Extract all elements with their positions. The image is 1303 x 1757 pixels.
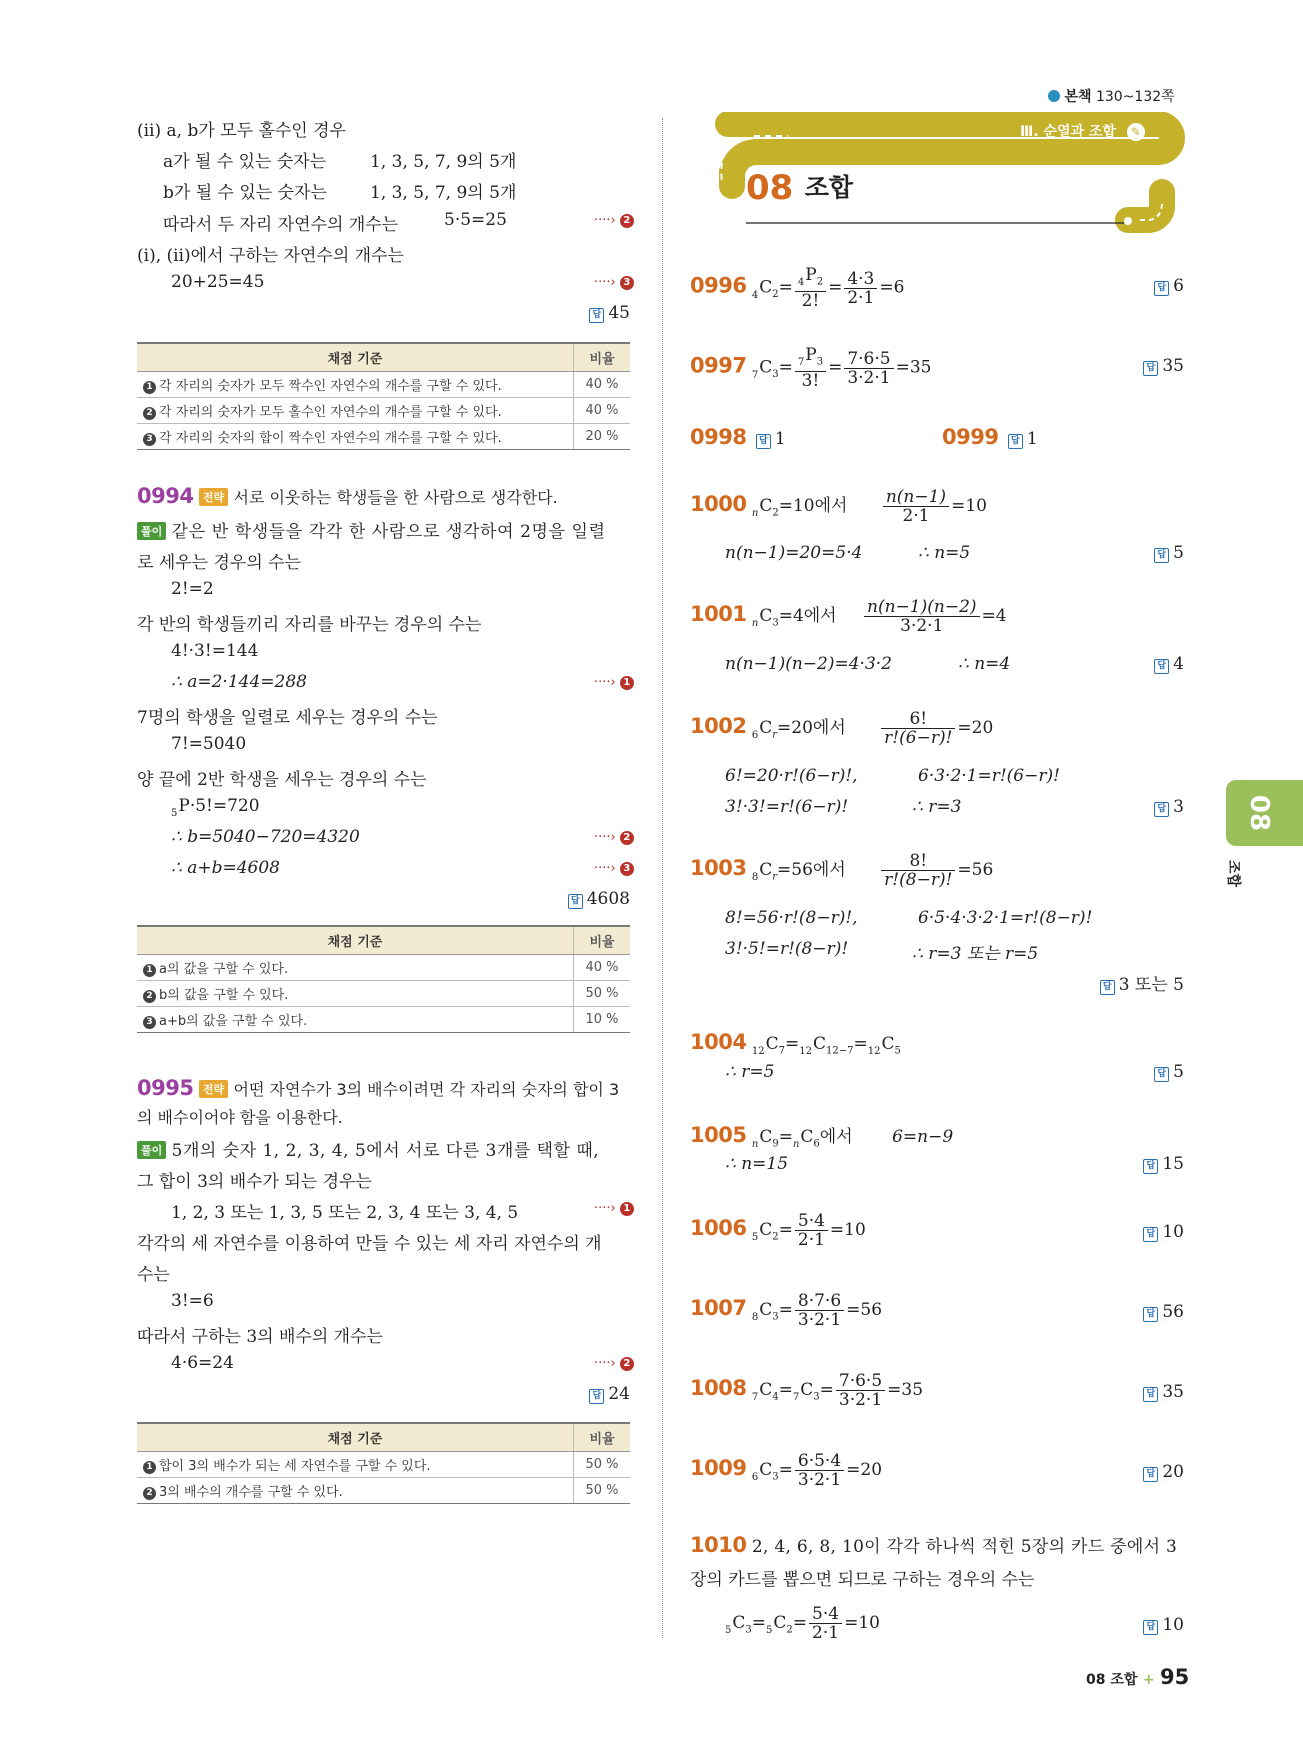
problem-number: 1006 — [690, 1216, 747, 1240]
strategy-text: 어떤 자연수가 3의 배수이려면 각 자리의 숫자의 합이 3 — [233, 1080, 620, 1099]
problem-1006: 1006 $_5C_2=$ $\frac{5\cdot 4}{2\cdot 1}$ =10 — [690, 1211, 866, 1250]
problem-1003: 1003 $_8C_r=56$에서 $\frac{8!}{r!(8-r)!}$ =56 — [690, 851, 994, 890]
grading-table-1 — [137, 342, 630, 450]
case2-title: (ⅱ) a, b가 모두 홀수인 경우 — [137, 121, 346, 141]
problem-1002-line3b: ∴ r=3 — [912, 797, 962, 817]
problem-1000: 1000 $_nC_2=10$에서 $\frac{n(n-1)}{2\cdot 1}$ =10 — [690, 487, 987, 526]
check-2: ····› 2 — [594, 1356, 634, 1371]
case2-b: b가 될 수 있는 숫자는 — [163, 183, 327, 203]
problem-1002-line2: 6!=20·r!(6−r)!, — [725, 766, 858, 786]
solution-line: 4·6=24 — [171, 1353, 234, 1373]
problem-1002-line2b: 6·3·2·1=r!(6−r)! — [918, 766, 1060, 786]
case2-total-value: 5·5=25 — [444, 210, 507, 230]
problem-1002-line3: 3!·3!=r!(6−r)! — [725, 797, 849, 817]
solution-line: 양 끝에 2반 학생을 세우는 경우의 수는 — [137, 770, 427, 790]
answer-icon: 답 — [1154, 281, 1169, 296]
answer-icon: 답 — [1154, 1067, 1169, 1082]
answer-icon: 답 — [1143, 1159, 1158, 1174]
problem-1000-line2: n(n−1)=20=5·4 — [725, 543, 863, 563]
answer-0993: 답 45 — [560, 303, 630, 323]
table-row: 1 a의 값을 구할 수 있다. 40 % — [137, 955, 630, 981]
problem-1004: 1004 $_{12}C_7=_{12}C_{12-7}=_{12}C_5$ — [690, 1030, 901, 1057]
solution-line: 7명의 학생을 일렬로 세우는 경우의 수는 — [137, 708, 438, 728]
solution-line: ∴ a+b=4608 — [171, 858, 280, 878]
problem-number: 1010 — [690, 1533, 747, 1557]
column-divider — [662, 118, 663, 1638]
footer-label: 08 조합 — [1086, 1672, 1138, 1688]
page-number: 95 — [1159, 1665, 1190, 1689]
problem-1001: 1001 $_nC_3=4$에서 $\frac{n(n-1)(n-2)}{3\cdot 2\cdot 1}$ =4 — [690, 597, 1007, 636]
problem-1001-line2: n(n−1)(n−2)=4·3·2 — [725, 654, 892, 674]
solution-line: 7!=5040 — [171, 734, 247, 754]
table-row: 2 3의 배수의 개수를 구할 수 있다. 50 % — [137, 1478, 630, 1504]
solution-tag: 풀이 — [137, 522, 166, 540]
problem-number: 0995 — [137, 1076, 194, 1100]
answer-icon: 답 — [1154, 548, 1169, 563]
answer-icon: 답 — [589, 308, 604, 323]
answer-0997: 답 35 — [1100, 356, 1184, 376]
solution-line: 각 반의 학생들끼리 자리를 바꾸는 경우의 수는 — [137, 615, 482, 635]
solution-line: 로 세우는 경우의 수는 — [137, 553, 302, 573]
ref-pages: 130~132쪽 — [1095, 89, 1175, 105]
answer-icon: 답 — [1008, 434, 1023, 449]
table-row: 2 각 자리의 숫자가 모두 홀수인 자연수의 개수를 구할 수 있다. 40 % — [137, 398, 630, 424]
answer-1004: 답 5 — [1100, 1062, 1184, 1082]
problem-0994-strategy — [137, 484, 558, 508]
answer-icon: 답 — [1143, 1467, 1158, 1482]
answer-1006: 답 10 — [1100, 1222, 1184, 1242]
problem-number: 1009 — [690, 1456, 747, 1480]
problem-0998 — [690, 425, 786, 449]
problem-number: 0999 — [942, 425, 999, 449]
problem-number: 1000 — [690, 492, 747, 516]
problem-number: 0997 — [690, 353, 747, 378]
problem-1007: 1007 $_8C_3=$ $\frac{8\cdot 7\cdot 6}{3\cdot 2\cdot 1}$ =56 — [690, 1291, 883, 1330]
problem-1005: 1005 $_nC_9=_nC_6$에서 6=n−9 — [690, 1123, 954, 1150]
answer-0999: 1 — [1026, 429, 1038, 449]
problem-0997: 0997 $_7C_3=$ $\frac{_7P_3}{3!}$ = $\frac{7\cdot 6\cdot 5}{3\cdot 2\cdot 1}$ =35 — [690, 345, 932, 392]
table-header-ratio: 비율 — [574, 1423, 631, 1452]
problem-1004-line2: ∴ r=5 — [725, 1062, 775, 1082]
problem-number: 1004 — [690, 1030, 747, 1054]
problem-1002: 1002 $_6C_r=20$에서 $\frac{6!}{r!(6-r)!}$ =20 — [690, 709, 994, 748]
table-header-criteria: 채점 기준 — [137, 926, 574, 955]
answer-0995: 답 24 — [560, 1384, 630, 1404]
table-header-criteria: 채점 기준 — [137, 1423, 574, 1452]
check-1: ····› 1 — [594, 1201, 634, 1216]
table-row: 1 각 자리의 숫자가 모두 짝수인 자연수의 개수를 구할 수 있다. 40 % — [137, 372, 630, 398]
problem-number: 1008 — [690, 1376, 747, 1400]
solution-line: ∴ a=2·144=288 — [171, 672, 307, 692]
strategy-tag: 전략 — [199, 488, 228, 506]
table-header-criteria: 채점 기준 — [137, 343, 574, 372]
chapter-banner-text: Ⅲ. 순열과 조합 — [1020, 124, 1116, 140]
answer-1002: 답 3 — [1100, 797, 1184, 817]
problem-1003-line3b: ∴ r=3 또는 r=5 — [912, 944, 1039, 964]
problem-1008: 1008 $_7C_4=_7C_3=$ $\frac{7\cdot 6\cdot 5}{3\cdot 2\cdot 1}$ =35 — [690, 1371, 924, 1410]
case2-total: 따라서 두 자리 자연수의 개수는 — [163, 215, 399, 235]
check-2: ····› 2 — [594, 213, 634, 228]
problem-number: 0994 — [137, 484, 194, 508]
table-header-ratio: 비율 — [574, 343, 631, 372]
problem-1003-line3: 3!·5!=r!(8−r)! — [725, 939, 849, 959]
problem-1005-line2: ∴ n=15 — [725, 1154, 789, 1174]
side-tab-label-text: 조합 — [1225, 860, 1241, 888]
problem-0995-strategy — [137, 1076, 619, 1100]
table-row: 3 각 자리의 숫자의 합이 짝수인 자연수의 개수를 구할 수 있다. 20 % — [137, 424, 630, 450]
answer-1007: 답 56 — [1100, 1302, 1184, 1322]
side-tab — [1226, 780, 1303, 846]
solution-line: 풀이 같은 반 학생들을 각각 한 사람으로 생각하여 2명을 일렬 — [137, 517, 606, 542]
answer-icon: 답 — [1143, 1620, 1158, 1635]
section-heading — [746, 168, 853, 208]
answer-icon: 답 — [589, 1389, 604, 1404]
problem-1000-line2b: ∴ n=5 — [918, 543, 971, 563]
page-reference — [1048, 86, 1175, 106]
answer-icon: 답 — [756, 434, 771, 449]
case2-b-value: 1, 3, 5, 7, 9의 5개 — [370, 183, 517, 203]
problem-1010-line3: $_5C_3=_5C_2=$ $\frac{5\cdot 4}{2\cdot 1}$ =10 — [725, 1604, 880, 1643]
grading-table-2 — [137, 925, 630, 1033]
chapter-banner-label — [1020, 121, 1145, 141]
pencil-icon: ✎ — [1127, 123, 1145, 141]
answer-icon: 답 — [1143, 1227, 1158, 1242]
answer-icon: 답 — [1143, 361, 1158, 376]
answer-icon: 답 — [1154, 659, 1169, 674]
solution-line: 각각의 세 자연수를 이용하여 만들 수 있는 세 자리 자연수의 개 — [137, 1234, 602, 1254]
sum-title: (ⅰ), (ⅱ)에서 구하는 자연수의 개수는 — [137, 246, 404, 266]
answer-0994: 답 4608 — [540, 889, 630, 909]
solution-line: $_5$P·5!=720 — [171, 796, 260, 819]
check-1: ····› 1 — [594, 675, 634, 690]
problem-number: 1002 — [690, 714, 747, 738]
case2-a: a가 될 수 있는 숫자는 — [163, 152, 327, 172]
solution-line: 그 합이 3의 배수가 되는 경우는 — [137, 1172, 372, 1192]
section-number: 08 — [746, 168, 794, 208]
solution-line: 수는 — [137, 1265, 170, 1285]
page-footer — [1086, 1665, 1189, 1689]
grading-table-3 — [137, 1422, 630, 1504]
answer-icon: 답 — [1143, 1307, 1158, 1322]
problem-1010-line2: 장의 카드를 뽑으면 되므로 구하는 경우의 수는 — [690, 1570, 1035, 1590]
problem-1003-line2b: 6·5·4·3·2·1=r!(8−r)! — [918, 908, 1093, 928]
table-row: 1 합이 3의 배수가 되는 세 자연수를 구할 수 있다. 50 % — [137, 1452, 630, 1478]
solution-line: 2!=2 — [171, 579, 214, 599]
solution-line: 4!·3!=144 — [171, 641, 259, 661]
answer-0998: 1 — [774, 429, 786, 449]
problem-1003-line2: 8!=56·r!(8−r)!, — [725, 908, 858, 928]
problem-number: 1003 — [690, 856, 747, 880]
problem-number: 0996 — [690, 273, 747, 298]
answer-1010: 답 10 — [1100, 1615, 1184, 1635]
answer-1005: 답 15 — [1100, 1154, 1184, 1174]
problem-0999 — [942, 425, 1038, 449]
problem-number: 0998 — [690, 425, 747, 449]
check-3: ····› 3 — [594, 275, 634, 290]
answer-1009: 답 20 — [1100, 1462, 1184, 1482]
problem-number: 1007 — [690, 1296, 747, 1320]
strategy-tag: 전략 — [199, 1080, 228, 1098]
reference-icon — [1048, 90, 1060, 102]
strategy-text-2: 의 배수이어야 함을 이용한다. — [137, 1108, 343, 1127]
solution-line: 3!=6 — [171, 1291, 214, 1311]
table-row: 3 a+b의 값을 구할 수 있다. 10 % — [137, 1007, 630, 1033]
solution-tag: 풀이 — [137, 1141, 166, 1159]
ref-label: 본책 — [1064, 89, 1092, 105]
answer-1003: 답 3 또는 5 — [1040, 970, 1184, 995]
side-tab-label — [1224, 860, 1244, 887]
answer-icon: 답 — [1100, 980, 1115, 995]
problem-number: 1001 — [690, 602, 747, 626]
table-row: 2 b의 값을 구할 수 있다. 50 % — [137, 981, 630, 1007]
check-2: ····› 2 — [594, 830, 634, 845]
table-header-ratio: 비율 — [574, 926, 631, 955]
problem-0996: 0996 $_4C_2=$ $\frac{_4P_2}{2!}$ = $\frac{4\cdot 3}{2\cdot 1}$ =6 — [690, 265, 905, 312]
check-3: ····› 3 — [594, 861, 634, 876]
side-tab-number: 08 — [1244, 794, 1274, 832]
answer-1001: 답 4 — [1100, 654, 1184, 674]
solution-line: 풀이 5개의 숫자 1, 2, 3, 4, 5에서 서로 다른 3개를 택할 때, — [137, 1136, 599, 1161]
answer-1000: 답 5 — [1100, 543, 1184, 563]
answer-icon: 답 — [1143, 1387, 1158, 1402]
section-title: 조합 — [804, 173, 854, 202]
sum-value: 20+25=45 — [171, 272, 265, 292]
plus-icon: + — [1142, 1672, 1155, 1688]
answer-0996: 답 6 — [1100, 276, 1184, 296]
answer-1008: 답 35 — [1100, 1382, 1184, 1402]
problem-number: 1005 — [690, 1123, 747, 1147]
solution-line: 1, 2, 3 또는 1, 3, 5 또는 2, 3, 4 또는 3, 4, 5 — [171, 1203, 519, 1223]
problem-1009: 1009 $_6C_3=$ $\frac{6\cdot 5\cdot 4}{3\cdot 2\cdot 1}$ =20 — [690, 1451, 883, 1490]
strategy-text: 서로 이웃하는 학생들을 한 사람으로 생각한다. — [233, 488, 558, 507]
solution-line: 따라서 구하는 3의 배수의 개수는 — [137, 1327, 383, 1347]
problem-1001-line2b: ∴ n=4 — [958, 654, 1011, 674]
problem-1010: 1010 2, 4, 6, 8, 10이 각각 하나씩 적힌 5장의 카드 중에서 3 — [690, 1533, 1178, 1557]
solution-line: ∴ b=5040−720=4320 — [171, 827, 360, 847]
case2-a-value: 1, 3, 5, 7, 9의 5개 — [370, 152, 517, 172]
answer-icon: 답 — [1154, 802, 1169, 817]
answer-icon: 답 — [568, 894, 583, 909]
